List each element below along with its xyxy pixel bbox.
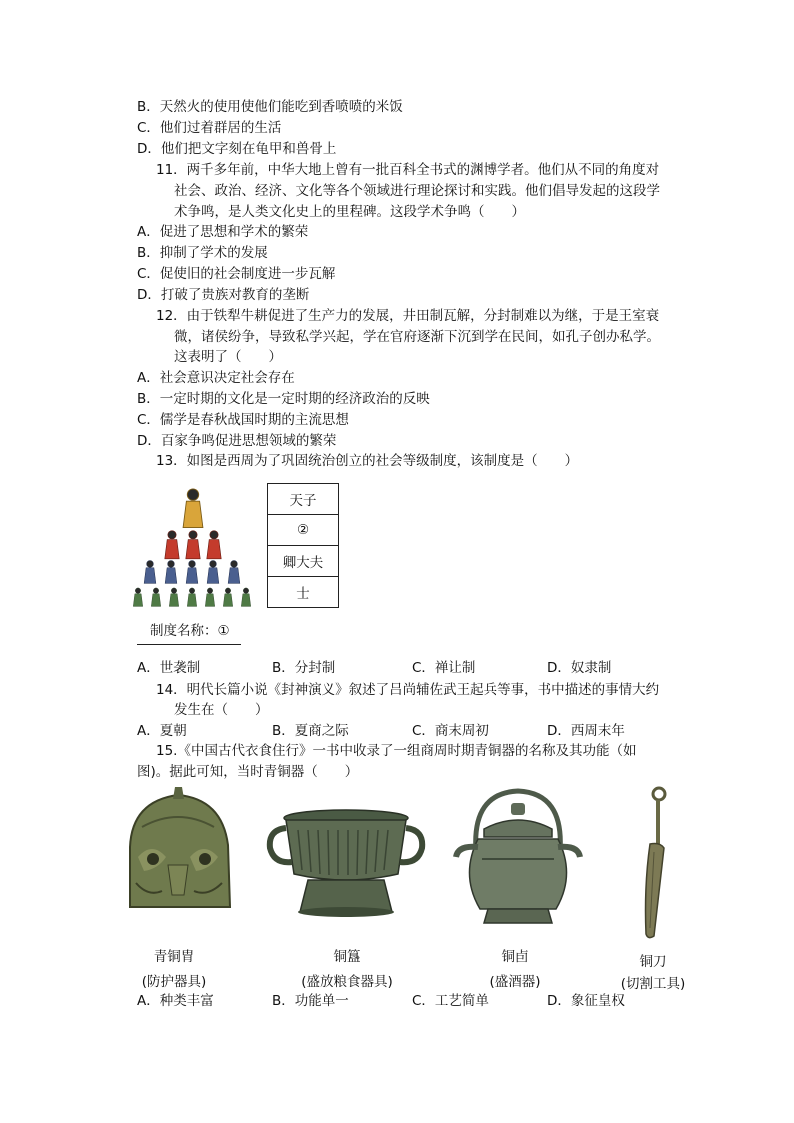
q10-option-d: D．他们把文字刻在龟甲和兽骨上 (137, 141, 337, 157)
q12-option-a: A．社会意识决定社会存在 (137, 370, 295, 386)
q12-option-b: B．一定时期的文化是一定时期的经济政治的反映 (137, 391, 430, 407)
q12-stem-line3: 这表明了（ ） (174, 349, 282, 365)
q12-stem-line2: 微，诸侯纷争，导致私学兴起，学在官府逐渐下沉到学在民间，如孔子创办私学。 (174, 329, 660, 345)
hierarchy-level-1: 天子 (268, 484, 339, 515)
hierarchy-level-2: ② (268, 515, 339, 546)
q13-options (137, 658, 697, 678)
knife-name: 铜刀 (639, 954, 667, 970)
bronze-helmet-image (118, 787, 238, 919)
q15-option-b: B．功能单一 (272, 993, 349, 1009)
q14-options (137, 721, 697, 741)
q11-stem-line1: 11．两千多年前，中华大地上曾有一批百科全书式的渊博学者。他们从不同的角度对 (156, 162, 660, 178)
q15-stem-line1: 15.《中国古代衣食住行》一书中收录了一组商周时期青铜器的名称及其功能（如 (156, 743, 637, 759)
q11-option-b: B．抑制了学术的发展 (137, 245, 268, 261)
q13-option-c: C．禅让制 (412, 660, 476, 676)
q15-option-a: A．种类丰富 (137, 993, 214, 1009)
hierarchy-pyramid-figure (128, 488, 258, 612)
you-function: (盛酒器) (489, 974, 541, 990)
q12-option-c: C．儒学是春秋战国时期的主流思想 (137, 412, 349, 428)
q11-option-c: C．促使旧的社会制度进一步瓦解 (137, 266, 336, 282)
caption-underline (137, 644, 241, 645)
q12-option-d: D．百家争鸣促进思想领域的繁荣 (137, 433, 337, 449)
hierarchy-level-4: 士 (268, 577, 339, 608)
q11-option-d: D．打破了贵族对教育的垄断 (137, 287, 310, 303)
q14-option-c: C．商末周初 (412, 723, 489, 739)
q14-stem-line1: 14．明代长篇小说《封神演义》叙述了吕尚辅佐武王起兵等事，书中描述的事情大约 (156, 682, 660, 698)
q12-stem-line1: 12．由于铁犁牛耕促进了生产力的发展，井田制瓦解，分封制难以为继，于是王室衰 (156, 308, 660, 324)
q15-stem-line2: 图)。据此可知，当时青铜器（ ） (137, 764, 359, 780)
q11-stem-line2: 社会、政治、经济、文化等各个领域进行理论探讨和实践。他们倡导发起的这段学 (174, 183, 660, 199)
q10-option-b: B．天然火的使用使他们能吃到香喷喷的米饭 (137, 99, 403, 115)
knife-function: (切割工具) (620, 976, 686, 992)
q13-option-a: A．世袭制 (137, 660, 201, 676)
q14-option-a: A．夏朝 (137, 723, 187, 739)
q13-option-b: B．分封制 (272, 660, 336, 676)
q11-option-a: A．促进了思想和学术的繁荣 (137, 224, 309, 240)
you-name: 铜卣 (501, 949, 529, 965)
hierarchy-table (267, 483, 339, 608)
gui-name: 铜簋 (333, 949, 361, 965)
q15-options (137, 991, 697, 1011)
q15-option-c: C．工艺简单 (412, 993, 489, 1009)
system-name-caption: 制度名称：① (150, 623, 230, 639)
q14-option-d: D．西周末年 (547, 723, 625, 739)
q13-stem: 13．如图是西周为了巩固统治创立的社会等级制度，该制度是（ ） (156, 453, 579, 469)
helmet-function: (防护器具) (141, 974, 207, 990)
gui-function: (盛放粮食器具) (301, 974, 393, 990)
q13-option-d: D．奴隶制 (547, 660, 612, 676)
hierarchy-level-3: 卿大夫 (268, 546, 339, 577)
q14-option-b: B．夏商之际 (272, 723, 349, 739)
q14-stem-line2: 发生在（ ） (174, 702, 269, 718)
bronze-gui-image (266, 808, 426, 920)
q11-stem-line3: 术争鸣，是人类文化史上的里程碑。这段学术争鸣（ ） (174, 204, 525, 220)
helmet-name: 青铜胄 (153, 949, 195, 965)
q15-option-d: D．象征皇权 (547, 993, 625, 1009)
bronze-knife-image (630, 786, 670, 946)
q10-option-c: C．他们过着群居的生活 (137, 120, 282, 136)
bronze-you-image (448, 785, 588, 927)
